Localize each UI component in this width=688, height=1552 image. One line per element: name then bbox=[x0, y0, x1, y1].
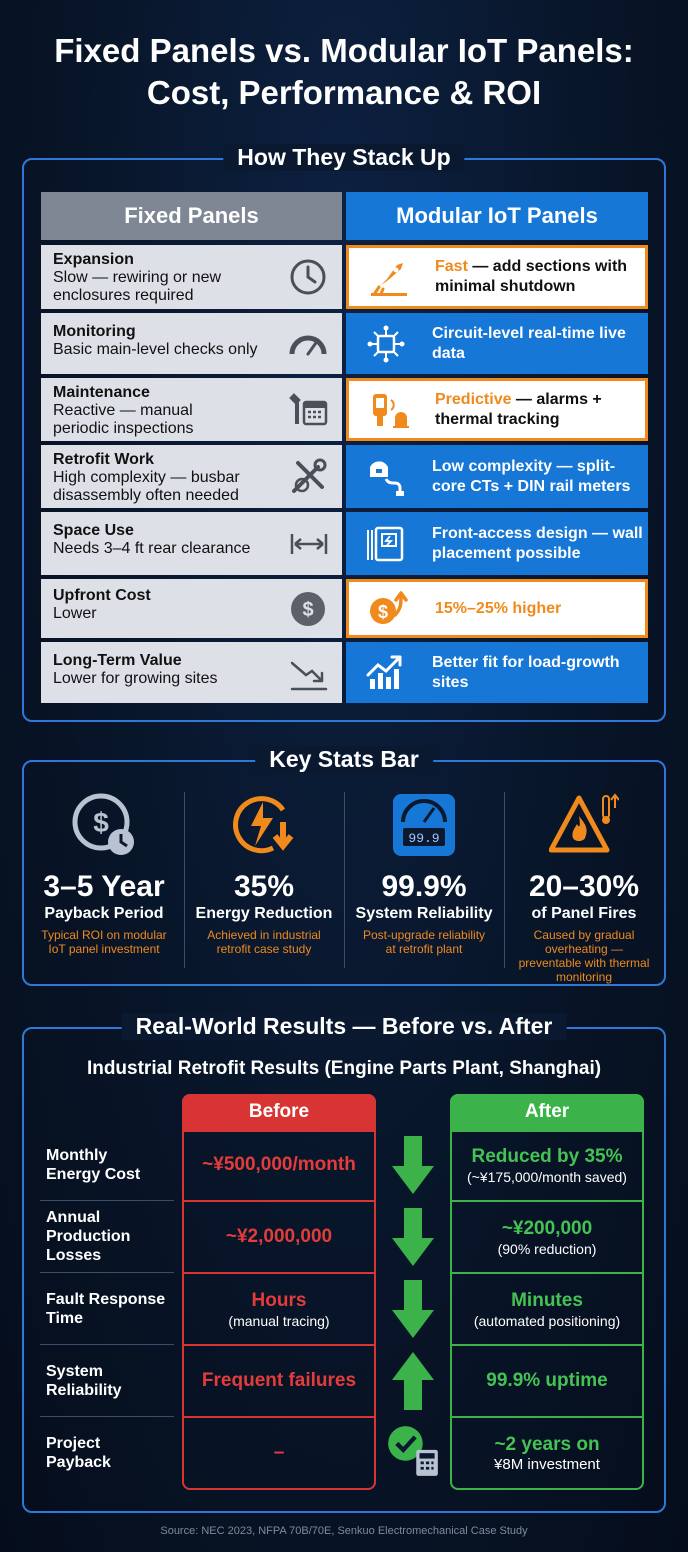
row-key: Space Use bbox=[53, 522, 134, 539]
stat-payback bbox=[24, 790, 184, 956]
after-value: ~¥200,000 bbox=[501, 1218, 593, 1239]
row-separator bbox=[40, 1416, 174, 1417]
after-separator bbox=[450, 1416, 644, 1418]
growth-chart-icon bbox=[364, 653, 408, 693]
fixed-row-monitoring bbox=[41, 313, 342, 374]
after-header: After bbox=[450, 1094, 644, 1130]
page-title bbox=[0, 30, 688, 114]
before-separator bbox=[182, 1344, 376, 1346]
fixed-value: Lower for growing sites bbox=[53, 670, 218, 687]
energy-down-icon bbox=[229, 790, 299, 860]
iot-row-long-term-value bbox=[346, 642, 648, 703]
iot-row-monitoring bbox=[346, 313, 648, 374]
title-line-2: Cost, Performance & ROI bbox=[146, 74, 542, 111]
before-cell bbox=[182, 1154, 376, 1176]
after-cell bbox=[450, 1434, 644, 1474]
stat-value: 99.9% bbox=[381, 870, 467, 903]
results-heading: Real-World Results — Before vs. After bbox=[122, 1013, 567, 1040]
before-separator bbox=[182, 1272, 376, 1274]
stat-note: Caused by gradual overheating — preventable with thermal monitoring bbox=[518, 928, 650, 984]
fixed-value: High complexity — busbar disassembly often needed bbox=[53, 469, 240, 504]
iot-value: — add sections with minimal shutdown bbox=[435, 258, 628, 295]
stat-value: 20–30% bbox=[528, 870, 640, 903]
after-cell bbox=[450, 1146, 644, 1186]
iot-value: Front-access design — wall placement possible bbox=[432, 524, 643, 562]
before-value: Frequent failures bbox=[201, 1370, 357, 1391]
fixed-row-expansion bbox=[41, 245, 342, 309]
before-separator bbox=[182, 1200, 376, 1202]
iot-highlight: Fast bbox=[435, 258, 468, 275]
fixed-value: Slow — rewiring or new enclosures required bbox=[53, 269, 222, 304]
trend-down-icon bbox=[284, 653, 332, 693]
before-cell bbox=[182, 1290, 376, 1330]
fixed-value: Lower bbox=[53, 605, 97, 622]
iot-value: — alarms + thermal tracking bbox=[435, 390, 602, 428]
stats-heading: Key Stats Bar bbox=[255, 746, 433, 773]
stat-note: Typical ROI on modular IoT panel investment bbox=[41, 928, 167, 956]
before-cell bbox=[182, 1442, 376, 1464]
width-arrows-icon bbox=[284, 524, 334, 564]
after-separator bbox=[450, 1344, 644, 1346]
after-separator bbox=[450, 1130, 644, 1132]
arrow-down-icon bbox=[390, 1278, 436, 1340]
fixed-row-maintenance bbox=[41, 378, 342, 441]
arrow-up-icon bbox=[390, 1350, 436, 1412]
fixed-value: Basic main-level checks only bbox=[53, 341, 258, 358]
result-label: Annual Production Losses bbox=[46, 1209, 131, 1264]
stat-note: Achieved in industrial retrofit case study bbox=[207, 928, 321, 956]
iot-row-retrofit bbox=[346, 445, 648, 508]
row-key: Long-Term Value bbox=[53, 652, 182, 669]
fixed-value: Needs 3–4 ft rear clearance bbox=[53, 540, 251, 557]
thermal-alarm-icon bbox=[367, 390, 411, 430]
iot-value: Circuit-level real-time live data bbox=[432, 324, 626, 362]
after-value: Reduced by 35% bbox=[471, 1146, 623, 1167]
after-value: Minutes bbox=[511, 1290, 583, 1311]
after-value: ~2 years on bbox=[494, 1434, 600, 1455]
arrow-down-icon bbox=[390, 1134, 436, 1196]
dollar-up-icon bbox=[367, 589, 411, 629]
clamp-meter-icon bbox=[364, 457, 408, 497]
after-separator bbox=[450, 1272, 644, 1274]
iot-value: Low complexity — split-core CTs + DIN rail meters bbox=[432, 457, 631, 495]
iot-value: Better fit for load-growth sites bbox=[432, 653, 620, 691]
row-separator bbox=[40, 1200, 174, 1201]
after-cell bbox=[450, 1370, 644, 1392]
svg-text:$: $ bbox=[377, 601, 389, 622]
comparison-heading: How They Stack Up bbox=[223, 144, 464, 171]
fixed-row-upfront-cost bbox=[41, 579, 342, 638]
stat-energy bbox=[184, 790, 344, 956]
before-value: Hours bbox=[251, 1290, 307, 1311]
after-subvalue: (90% reduction) bbox=[497, 1241, 597, 1257]
stat-value: 35% bbox=[233, 870, 295, 903]
row-key: Retrofit Work bbox=[53, 451, 155, 468]
title-line-1: Fixed Panels vs. Modular IoT Panels: bbox=[54, 32, 634, 69]
row-key: Maintenance bbox=[53, 384, 150, 401]
stat-reliability bbox=[344, 790, 504, 956]
after-subvalue: ¥8M investment bbox=[494, 1456, 600, 1473]
stat-value: 3–5 Year bbox=[43, 870, 165, 903]
before-separator bbox=[182, 1416, 376, 1418]
result-label: Monthly Energy Cost bbox=[46, 1147, 141, 1183]
fixed-row-retrofit bbox=[41, 445, 342, 508]
after-separator bbox=[450, 1200, 644, 1202]
result-label: System Reliability bbox=[46, 1363, 122, 1399]
before-separator bbox=[182, 1130, 376, 1132]
stat-label: Payback Period bbox=[44, 905, 164, 922]
before-value: ~¥2,000,000 bbox=[225, 1226, 333, 1247]
iot-row-upfront-cost bbox=[346, 579, 648, 638]
results-subtitle: Industrial Retrofit Results (Engine Parts Plant, Shanghai) bbox=[86, 1058, 602, 1079]
iot-row-space bbox=[346, 512, 648, 575]
result-label: Fault Response Time bbox=[46, 1291, 166, 1327]
iot-row-expansion bbox=[346, 245, 648, 309]
panel-front-icon bbox=[364, 524, 408, 564]
iot-highlight: 15%–25% higher bbox=[435, 599, 562, 617]
after-subvalue: (automated positioning) bbox=[473, 1313, 621, 1329]
clock-icon bbox=[288, 257, 328, 297]
iot-highlight: Predictive bbox=[435, 390, 512, 408]
row-key: Upfront Cost bbox=[53, 587, 151, 604]
source-note: Source: NEC 2023, NFPA 70B/70E, Senkuo Electromechanical Case Study bbox=[160, 1525, 528, 1537]
before-header: Before bbox=[182, 1094, 376, 1130]
circuit-network-icon bbox=[364, 324, 408, 364]
after-value: 99.9% uptime bbox=[486, 1370, 608, 1391]
row-key: Monitoring bbox=[53, 323, 136, 340]
before-value: – bbox=[273, 1442, 285, 1463]
iot-panels-header: Modular IoT Panels bbox=[346, 192, 648, 240]
svg-text:$: $ bbox=[93, 807, 109, 838]
check-calculator-icon bbox=[386, 1424, 440, 1478]
row-separator bbox=[40, 1272, 174, 1273]
result-label: Project Payback bbox=[46, 1435, 111, 1471]
stat-label: Energy Reduction bbox=[195, 905, 333, 922]
stat-label: System Reliability bbox=[355, 905, 493, 922]
stat-panel-fires bbox=[504, 790, 664, 984]
meter-reading: 99.9 bbox=[408, 831, 440, 846]
before-cell bbox=[182, 1226, 376, 1248]
fixed-row-space bbox=[41, 512, 342, 575]
after-subvalue: (~¥175,000/month saved) bbox=[467, 1169, 627, 1185]
dollar-clock-icon bbox=[69, 790, 139, 860]
row-separator bbox=[40, 1344, 174, 1345]
stat-label: of Panel Fires bbox=[531, 905, 637, 922]
fixed-value: Reactive — manual periodic inspections bbox=[53, 402, 194, 437]
tools-icon bbox=[284, 457, 332, 497]
after-cell bbox=[450, 1290, 644, 1330]
before-value: ~¥500,000/month bbox=[202, 1154, 356, 1175]
dollar-icon bbox=[288, 589, 328, 629]
svg-text:$: $ bbox=[302, 598, 314, 621]
iot-row-maintenance bbox=[346, 378, 648, 441]
fixed-row-long-term-value bbox=[41, 642, 342, 703]
wrench-calendar-icon bbox=[284, 390, 332, 430]
rocket-icon bbox=[367, 257, 411, 297]
arrow-down-icon bbox=[390, 1206, 436, 1268]
before-subvalue: (manual tracing) bbox=[228, 1313, 330, 1329]
gauge-icon bbox=[284, 324, 332, 364]
fixed-panels-header: Fixed Panels bbox=[41, 192, 342, 240]
before-cell bbox=[182, 1370, 376, 1392]
after-cell bbox=[450, 1218, 644, 1258]
stat-note: Post-upgrade reliability at retrofit plant bbox=[362, 928, 486, 956]
row-key: Expansion bbox=[53, 251, 134, 268]
meter-icon bbox=[389, 790, 459, 860]
fire-warning-icon bbox=[549, 790, 619, 860]
